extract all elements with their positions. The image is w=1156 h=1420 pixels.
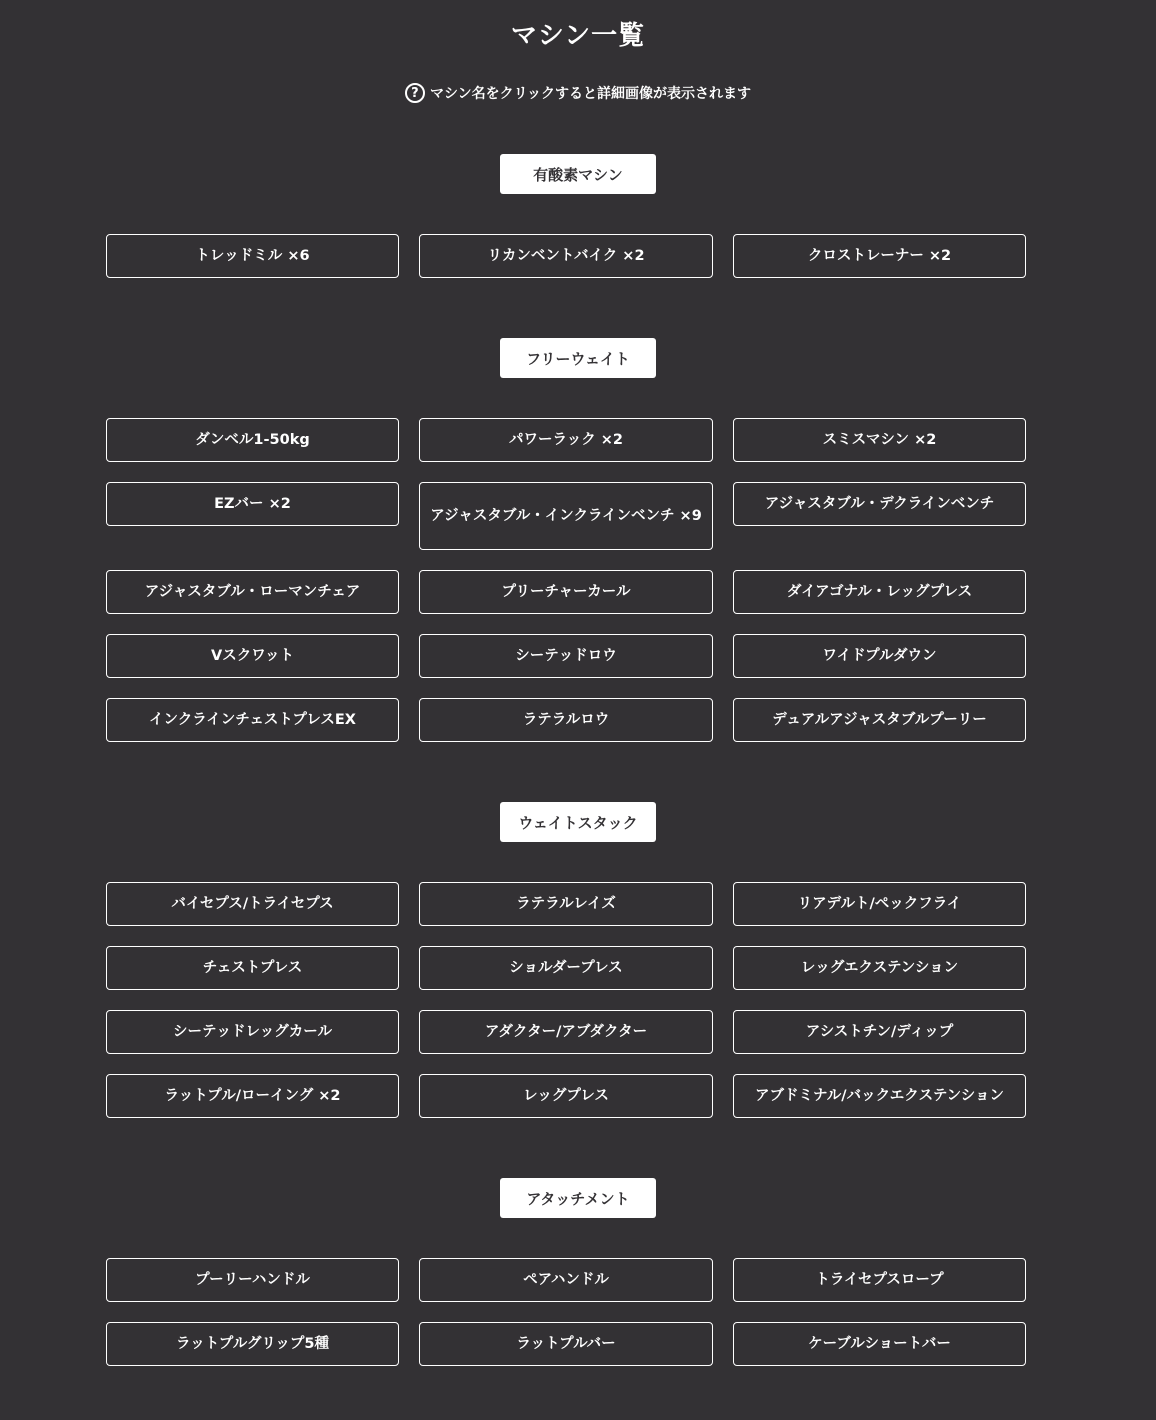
section-free-weight <box>0 338 1156 742</box>
machine-button[interactable]: Vスクワット <box>106 634 399 678</box>
machine-button[interactable]: レッグエクステンション <box>733 946 1026 990</box>
section-heading: アタッチメント <box>500 1178 656 1218</box>
hint-text: マシン名をクリックすると詳細画像が表示されます <box>429 86 752 102</box>
machine-button[interactable]: スミスマシン ×2 <box>733 418 1026 462</box>
machine-button[interactable]: パワーラック ×2 <box>419 418 713 462</box>
machine-button[interactable]: アジャスタブル・デクラインベンチ <box>733 482 1026 526</box>
machine-button[interactable]: ラットプルバー <box>419 1322 713 1366</box>
machine-button[interactable]: チェストプレス <box>106 946 399 990</box>
machine-grid <box>106 418 1026 742</box>
machine-button[interactable]: シーテッドロウ <box>419 634 713 678</box>
machine-button[interactable]: ペアハンドル <box>419 1258 713 1302</box>
machine-button[interactable]: レッグプレス <box>419 1074 713 1118</box>
machine-button[interactable]: アジャスタブル・インクラインベンチ ×9 <box>419 482 713 550</box>
machine-button[interactable]: ダンベル1-50kg <box>106 418 399 462</box>
machine-button[interactable]: デュアルアジャスタブルプーリー <box>733 698 1026 742</box>
machine-button[interactable]: ケーブルショートバー <box>733 1322 1026 1366</box>
machine-button[interactable]: ワイドプルダウン <box>733 634 1026 678</box>
section-heading: フリーウェイト <box>500 338 656 378</box>
question-icon: ? <box>405 83 425 103</box>
machine-button[interactable]: インクラインチェストプレスEX <box>106 698 399 742</box>
machine-button[interactable]: クロストレーナー ×2 <box>733 234 1026 278</box>
machine-button[interactable]: アシストチン/ディップ <box>733 1010 1026 1054</box>
machine-button[interactable]: アジャスタブル・ローマンチェア <box>106 570 399 614</box>
section-aerobic <box>0 154 1156 278</box>
machine-button[interactable]: ラットプルグリップ5種 <box>106 1322 399 1366</box>
machine-button[interactable]: ラテラルロウ <box>419 698 713 742</box>
machine-button[interactable]: リカンベントバイク ×2 <box>419 234 713 278</box>
machine-button[interactable]: プリーチャーカール <box>419 570 713 614</box>
machine-button[interactable]: ラテラルレイズ <box>419 882 713 926</box>
section-weight-stack <box>0 802 1156 1118</box>
section-heading: 有酸素マシン <box>500 154 656 194</box>
machine-button[interactable]: トレッドミル ×6 <box>106 234 399 278</box>
machine-button[interactable]: EZバー ×2 <box>106 482 399 526</box>
section-heading: ウェイトスタック <box>500 802 656 842</box>
machine-button[interactable]: トライセプスロープ <box>733 1258 1026 1302</box>
machine-button[interactable]: ラットプル/ローイング ×2 <box>106 1074 399 1118</box>
machine-grid <box>106 1258 1026 1366</box>
machine-button[interactable]: リアデルト/ペックフライ <box>733 882 1026 926</box>
machine-button[interactable]: アダクター/アブダクター <box>419 1010 713 1054</box>
machine-grid <box>106 882 1026 1118</box>
section-attachment <box>0 1178 1156 1366</box>
hint <box>0 80 1156 106</box>
machine-button[interactable]: アブドミナル/バックエクステンション <box>733 1074 1026 1118</box>
machine-button[interactable]: プーリーハンドル <box>106 1258 399 1302</box>
machine-button[interactable]: ダイアゴナル・レッグプレス <box>733 570 1026 614</box>
machine-button[interactable]: シーテッドレッグカール <box>106 1010 399 1054</box>
page-title: マシン一覧 <box>510 21 646 51</box>
machine-button[interactable]: バイセプス/トライセプス <box>106 882 399 926</box>
machine-grid <box>106 234 1026 278</box>
machine-button[interactable]: ショルダープレス <box>419 946 713 990</box>
